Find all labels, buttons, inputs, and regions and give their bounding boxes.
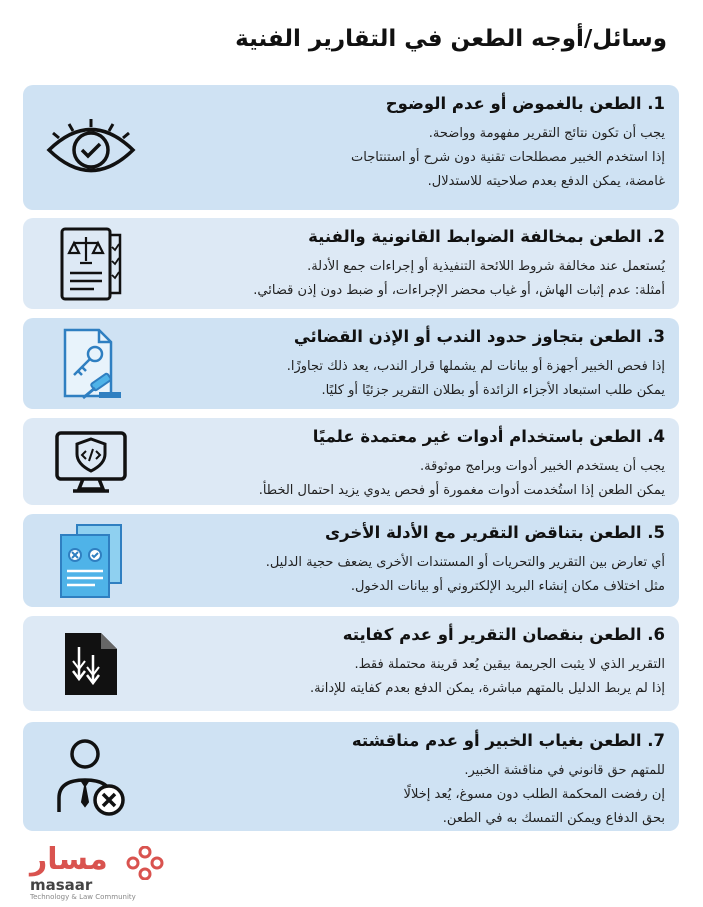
logo-mark-icon xyxy=(126,846,164,884)
card-line: للمتهم حق قانوني في مناقشة الخبير. xyxy=(464,763,665,778)
card-line: غامضة، يمكن الدفع بعدم صلاحيته للاستدلال. xyxy=(427,174,665,189)
card-title: 5. الطعن بتناقض التقرير مع الأدلة الأخرى xyxy=(325,523,665,542)
documents-compare-icon xyxy=(41,521,141,601)
card-title: 3. الطعن بتجاوز حدود الندب أو الإذن القضائي xyxy=(293,327,665,346)
card-mandate-excess xyxy=(23,318,679,409)
card-line: يجب أن يستخدم الخبير أدوات وبرامج موثوقة. xyxy=(419,459,665,474)
card-title: 2. الطعن بمخالفة الضوابط القانونية والفنية xyxy=(308,227,665,246)
card-title: 4. الطعن باستخدام أدوات غير معتمدة علميًا xyxy=(312,427,665,446)
monitor-shield-code-icon xyxy=(41,422,141,502)
card-contradiction xyxy=(23,514,679,607)
card-line: يُستعمل عند مخالفة شروط اللائحة التنفيذية أو إجراءات جمع الأدلة. xyxy=(307,259,665,274)
eye-check-icon xyxy=(41,108,141,188)
card-line: إن رفضت المحكمة الطلب دون مسوغ، يُعد إخلالًا xyxy=(403,787,665,802)
card-line: مثل اختلاف مكان إنشاء البريد الإلكتروني أو بيانات الدخول. xyxy=(350,579,665,594)
card-title: 6. الطعن بنقصان التقرير أو عدم كفايته xyxy=(342,625,665,644)
card-line: التقرير الذي لا يثبت الجريمة بيقين يُعد قرينة محتملة فقط. xyxy=(354,657,665,672)
expert-user-x-icon xyxy=(41,737,141,817)
card-legal-violation xyxy=(23,218,679,309)
card-title: 1. الطعن بالغموض أو عدم الوضوح xyxy=(385,94,665,113)
legal-document-icon xyxy=(41,224,141,304)
page-title: وسائل/أوجه الطعن في التقارير الفنية xyxy=(235,26,667,52)
card-line: بحق الدفاع ويمكن التمسك به في الطعن. xyxy=(442,811,665,826)
logo-tagline: Technology & Law Community xyxy=(30,893,136,901)
card-line: إذا استخدم الخبير مصطلحات تقنية دون شرح أو استنتاجات xyxy=(351,150,665,165)
card-ambiguity xyxy=(23,85,679,210)
card-line: أمثلة: عدم إثبات الهاش، أو غياب محضر الإجراءات، أو ضبط دون إذن قضائي. xyxy=(253,283,665,298)
card-insufficiency xyxy=(23,616,679,711)
card-line: يمكن طلب استبعاد الأجزاء الزائدة أو بطلان التقرير جزئيًا أو كليًا. xyxy=(321,383,665,398)
card-line: يجب أن تكون نتائج التقرير مفهومة وواضحة. xyxy=(428,126,665,141)
card-unapproved-tools xyxy=(23,418,679,505)
key-gavel-document-icon xyxy=(41,324,141,404)
logo-arabic: مسار xyxy=(30,842,108,877)
card-line: إذا فحص الخبير أجهزة أو بيانات لم يشملها قرار الندب، يعد ذلك تجاوزًا. xyxy=(286,359,665,374)
card-line: يمكن الطعن إذا استُخدمت أدوات مغمورة أو فحص يدوي يزيد احتمال الخطأ. xyxy=(258,483,665,498)
card-line: إذا لم يربط الدليل بالمتهم مباشرة، يمكن الدفع بعدم كفايته للإدانة. xyxy=(310,681,665,696)
card-expert-absence xyxy=(23,722,679,831)
card-line: أي تعارض بين التقرير والتحريات أو المستندات الأخرى يضعف حجية الدليل. xyxy=(265,555,665,570)
masaar-logo xyxy=(26,842,166,900)
document-down-arrows-icon xyxy=(41,624,141,704)
card-title: 7. الطعن بغياب الخبير أو عدم مناقشته xyxy=(351,731,665,750)
logo-latin: masaar xyxy=(30,876,93,894)
